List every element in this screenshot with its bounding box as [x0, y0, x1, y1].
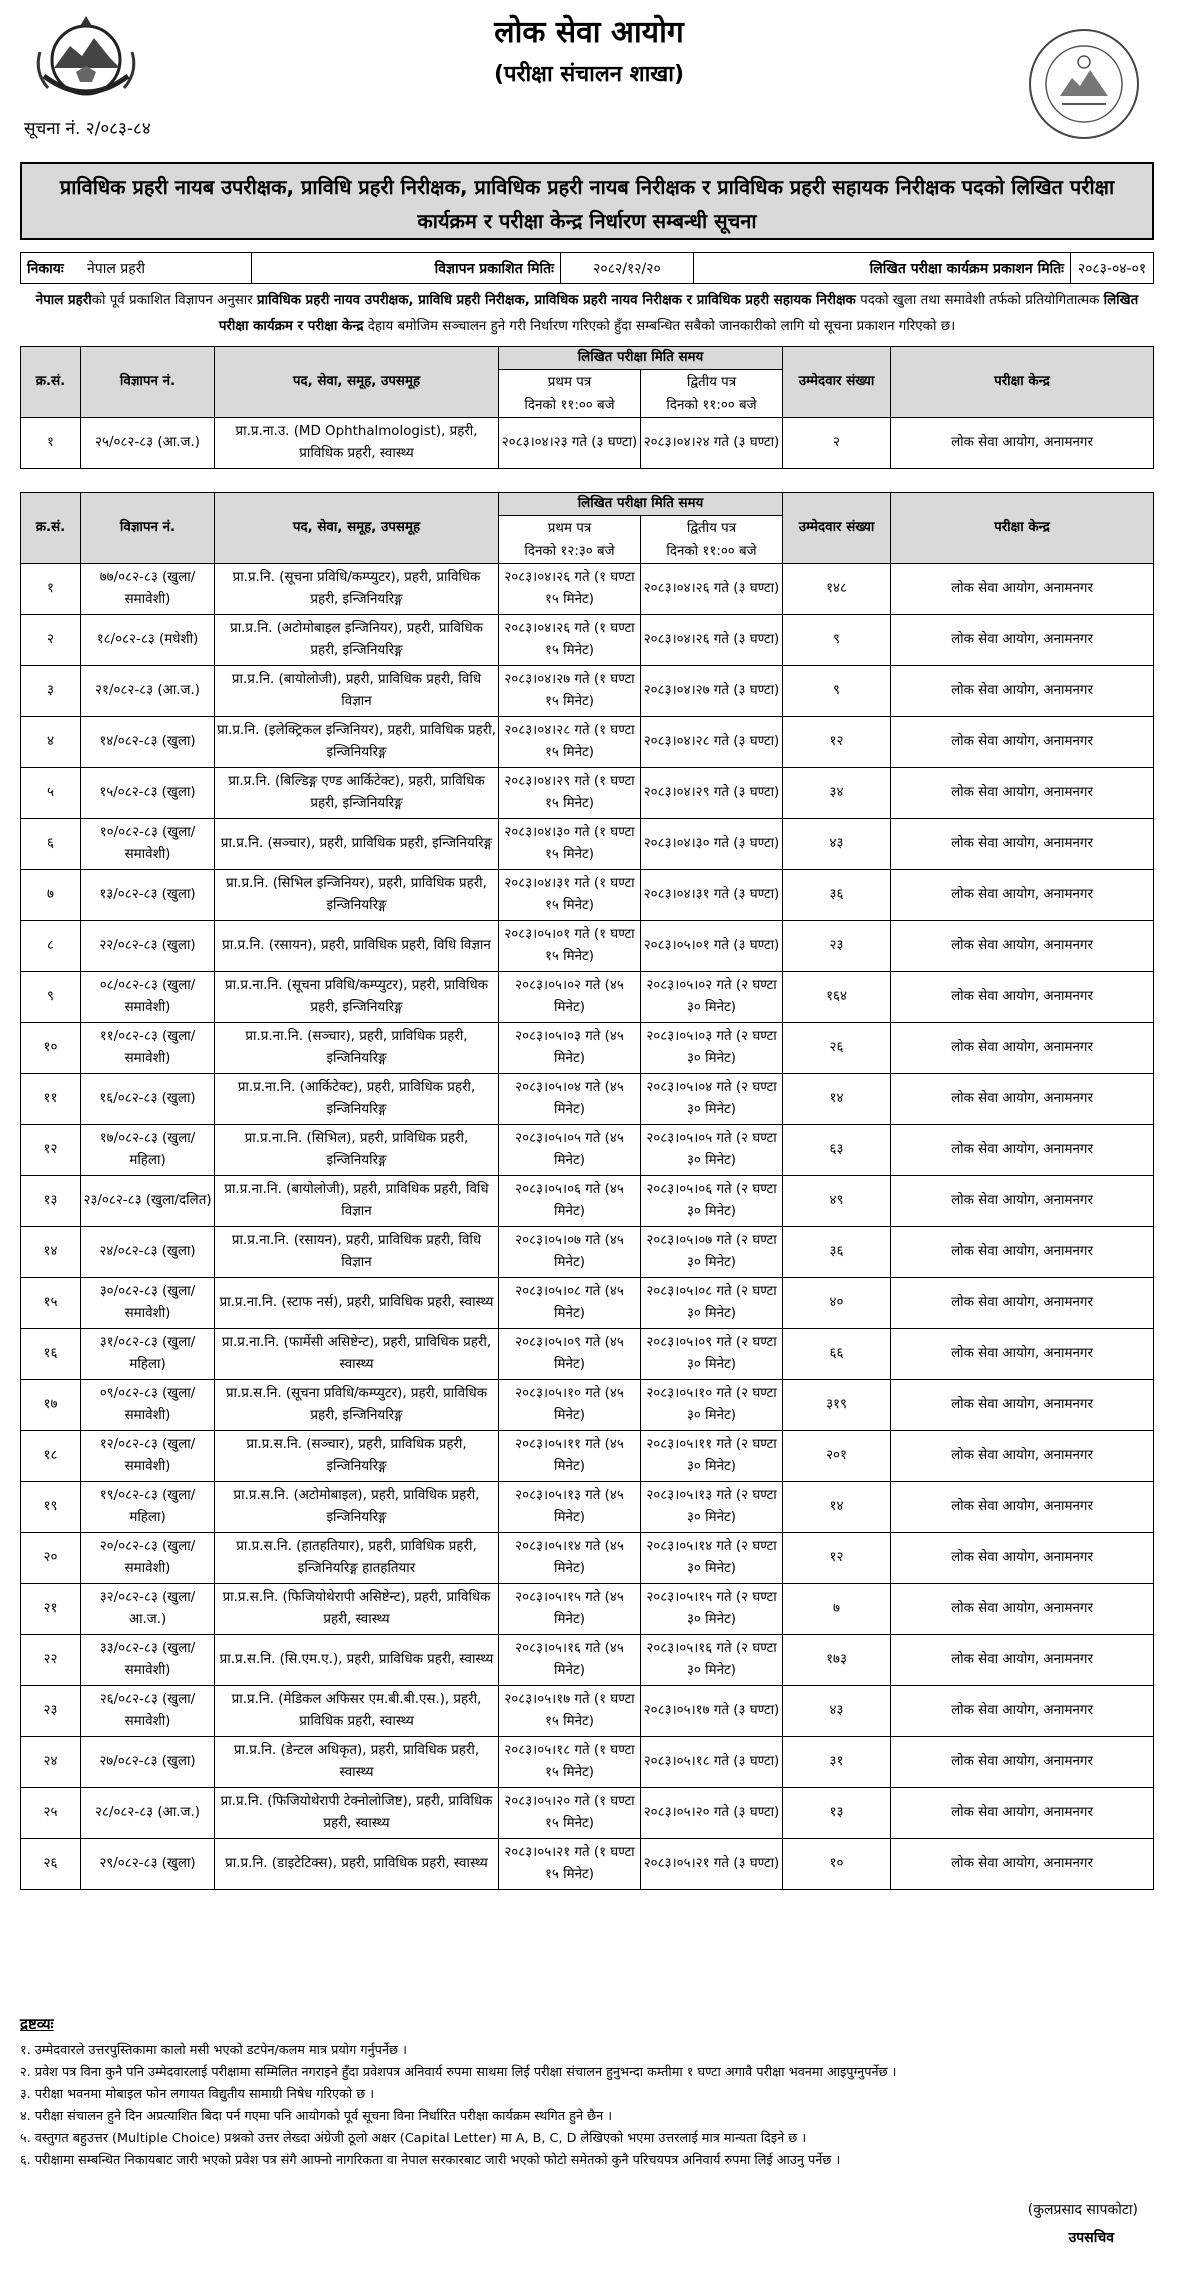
cell-sn: २४ [21, 1737, 81, 1788]
cell-paper2: २०८३।०५।१६ गते (२ घण्टा ३० मिनेट) [641, 1635, 783, 1686]
cell-post: प्रा.प्र.ना.नि. (सञ्चार), प्रहरी, प्राविधिक प्रहरी, इन्जिनियरिङ्ग [215, 1023, 499, 1074]
cell-post: प्रा.प्र.नि. (फिजियोथेरापी टेक्नोलोजिष्ट), प्रहरी, प्राविधिक प्रहरी, स्वास्थ्य [215, 1788, 499, 1839]
table-row [21, 1176, 1154, 1227]
cell-sn: २१ [21, 1584, 81, 1635]
table-row [21, 717, 1154, 768]
table-row [21, 1278, 1154, 1329]
cell-sn: १ [21, 418, 81, 469]
note-item: ६. परीक्षामा सम्बन्धित निकायबाट जारी भएको प्रवेश पत्र संगै आफ्नो नागरिकता वा नेपाल सरकारबाट जारी भएको फोटो समेतको कुनै परिचयपत्र अनिवार्य रुपमा लिई आउनु पर्नेछ । [20, 2153, 841, 2168]
cell-post: प्रा.प्र.स.नि. (फिजियोथेरापी असिष्टेन्ट), प्रहरी, प्राविधिक प्रहरी, स्वास्थ्य [215, 1584, 499, 1635]
cell-paper1: २०८३।०५।०९ गते (४५ मिनेट) [499, 1329, 641, 1380]
intro-text-2: पदको खुला तथा समावेशी तर्फको प्रतियोगितात्मक [855, 293, 1104, 308]
cell-sn: २ [21, 615, 81, 666]
cell-paper2: २०८३।०५।०४ गते (२ घण्टा ३० मिनेट) [641, 1074, 783, 1125]
schedule-table-1 [20, 346, 1154, 469]
cell-post: प्रा.प्र.ना.नि. (सिभिल), प्रहरी, प्राविधिक प्रहरी, इन्जिनियरिङ्ग [215, 1125, 499, 1176]
cell-paper1: २०८३।०५।१३ गते (४५ मिनेट) [499, 1482, 641, 1533]
cell-paper2: २०८३।०५।२१ गते (३ घण्टा) [641, 1839, 783, 1890]
cell-post: प्रा.प्र.नि. (सञ्चार), प्रहरी, प्राविधिक प्रहरी, इन्जिनियरिङ्ग [215, 819, 499, 870]
cell-post: प्रा.प्र.ना.नि. (स्टाफ नर्स), प्रहरी, प्राविधिक प्रहरी, स्वास्थ्य [215, 1278, 499, 1329]
table-row [21, 1074, 1154, 1125]
col-paper2: द्वितीय पत्र [641, 370, 783, 395]
cell-count: २ [783, 418, 891, 469]
table-row [21, 1686, 1154, 1737]
cell-centre: लोक सेवा आयोग, अनामनगर [891, 1431, 1154, 1482]
cell-paper2: २०८३।०४।२७ गते (३ घण्टा) [641, 666, 783, 717]
cell-adv: ३१/०८२-८३ (खुला/महिला) [81, 1329, 215, 1380]
cell-count: ३६ [783, 1227, 891, 1278]
cell-count: ६६ [783, 1329, 891, 1380]
intro-text-3: देहाय बमोजिम सञ्चालन हुने गरी निर्धारण गरिएको हुँदा सम्बन्धित सबैको जानकारीको लागि यो सूचना प्रकाशन गरिएको छ। [363, 319, 956, 334]
cell-paper1: २०८३।०५।१६ गते (४५ मिनेट) [499, 1635, 641, 1686]
cell-count: ३१ [783, 1737, 891, 1788]
cell-paper2: २०८३।०५।११ गते (२ घण्टा ३० मिनेट) [641, 1431, 783, 1482]
cell-count: ४३ [783, 1686, 891, 1737]
cell-paper1: २०८३।०४।२६ गते (१ घण्टा १५ मिनेट) [499, 615, 641, 666]
col-count: उम्मेदवार संख्या [783, 347, 891, 418]
table-row [21, 1227, 1154, 1278]
cell-count: १४ [783, 1074, 891, 1125]
cell-adv: १८/०८२-८३ (मधेशी) [81, 615, 215, 666]
cell-paper2: २०८३।०४।२६ गते (३ घण्टा) [641, 615, 783, 666]
cell-sn: १८ [21, 1431, 81, 1482]
cell-paper2: २०८३।०५।१० गते (२ घण्टा ३० मिनेट) [641, 1380, 783, 1431]
cell-paper2: २०८३।०४।२६ गते (३ घण्टा) [641, 564, 783, 615]
cell-adv: ३२/०८२-८३ (खुला/आ.ज.) [81, 1584, 215, 1635]
cell-paper1: २०८३।०५।०६ गते (४५ मिनेट) [499, 1176, 641, 1227]
col-time2: दिनको ११:०० बजे [641, 541, 783, 564]
cell-adv: १६/०८२-८३ (खुला) [81, 1074, 215, 1125]
cell-post: प्रा.प्र.नि. (अटोमोबाइल इन्जिनियर), प्रहरी, प्राविधिक प्रहरी, इन्जिनियरिङ्ग [215, 615, 499, 666]
cell-centre: लोक सेवा आयोग, अनामनगर [891, 1023, 1154, 1074]
cell-adv: ३३/०८२-८३ (खुला/समावेशी) [81, 1635, 215, 1686]
cell-paper1: २०८३।०४।२८ गते (१ घण्टा १५ मिनेट) [499, 717, 641, 768]
cell-count: २६ [783, 1023, 891, 1074]
cell-sn: २० [21, 1533, 81, 1584]
cell-paper2: २०८३।०५।०९ गते (२ घण्टा ३० मिनेट) [641, 1329, 783, 1380]
cell-centre: लोक सेवा आयोग, अनामनगर [891, 972, 1154, 1023]
cell-paper1: २०८३।०५।०३ गते (४५ मिनेट) [499, 1023, 641, 1074]
table-row [21, 666, 1154, 717]
cell-post: प्रा.प्र.नि. (बायोलोजी), प्रहरी, प्राविधिक प्रहरी, विधि विज्ञान [215, 666, 499, 717]
cell-adv: २०/०८२-८३ (खुला/समावेशी) [81, 1533, 215, 1584]
col-time1: दिनको १२:३० बजे [499, 541, 641, 564]
cell-adv: ११/०८२-८३ (खुला/समावेशी) [81, 1023, 215, 1074]
cell-paper1: २०८३।०४।३१ गते (१ घण्टा १५ मिनेट) [499, 870, 641, 921]
cell-centre: लोक सेवा आयोग, अनामनगर [891, 1839, 1154, 1890]
cell-count: १६४ [783, 972, 891, 1023]
cell-centre: लोक सेवा आयोग, अनामनगर [891, 666, 1154, 717]
col-adv: विज्ञापन नं. [81, 347, 215, 418]
cell-post: प्रा.प्र.नि. (सूचना प्रविधि/कम्प्युटर), प्रहरी, प्राविधिक प्रहरी, इन्जिनियरिङ्ग [215, 564, 499, 615]
cell-paper1: २०८३।०५।०१ गते (१ घण्टा १५ मिनेट) [499, 921, 641, 972]
cell-paper2: २०८३।०४।२८ गते (३ घण्टा) [641, 717, 783, 768]
col-paper1: प्रथम पत्र [499, 516, 641, 541]
cell-centre: लोक सेवा आयोग, अनामनगर [891, 717, 1154, 768]
schedule-table-2 [20, 492, 1154, 1890]
cell-post: प्रा.प्र.ना.नि. (सूचना प्रविधि/कम्प्युटर), प्रहरी, प्राविधिक प्रहरी, इन्जिनियरिङ्ग [215, 972, 499, 1023]
intro-bold-1: नेपाल प्रहरी [35, 293, 92, 308]
note-item: २. प्रवेश पत्र विना कुनै पनि उम्मेदवारलाई परीक्षामा सम्मिलित नगराइने हुँदा प्रवेशपत्र अनिवार्य रुपमा साथमा लिई परीक्षा संचालन हुनुभन्दा कम्तीमा १ घण्टा अगावै परीक्षा भवनमा आइपुग्नुपर्नेछ । [20, 2065, 897, 2080]
signatory-title: उपसचिव [1068, 2230, 1114, 2246]
cell-paper2: २०८३।०५।०५ गते (२ घण्टा ३० मिनेट) [641, 1125, 783, 1176]
cell-count: १७३ [783, 1635, 891, 1686]
cell-paper2: २०८३।०४।३१ गते (३ घण्टा) [641, 870, 783, 921]
table-row [21, 1329, 1154, 1380]
cell-adv: १४/०८२-८३ (खुला) [81, 717, 215, 768]
table-row [21, 1023, 1154, 1074]
cell-adv: २१/०८२-८३ (आ.ज.) [81, 666, 215, 717]
cell-adv: २७/०८२-८३ (खुला) [81, 1737, 215, 1788]
col-paper1: प्रथम पत्र [499, 370, 641, 395]
cell-post: प्रा.प्र.स.नि. (सि.एम.ए.), प्रहरी, प्राविधिक प्रहरी, स्वास्थ्य [215, 1635, 499, 1686]
table-row [21, 972, 1154, 1023]
col-time2: दिनको ११:०० बजे [641, 395, 783, 418]
cell-paper1: २०८३।०४।२६ गते (१ घण्टा १५ मिनेट) [499, 564, 641, 615]
cell-paper2: २०८३।०५।१३ गते (२ घण्टा ३० मिनेट) [641, 1482, 783, 1533]
cell-paper2: २०८३।०५।१७ गते (३ घण्टा) [641, 1686, 783, 1737]
cell-paper2: २०८३।०५।०६ गते (२ घण्टा ३० मिनेट) [641, 1176, 783, 1227]
cell-paper2: २०८३।०४।२४ गते (३ घण्टा) [641, 418, 783, 469]
cell-count: १४ [783, 1482, 891, 1533]
cell-sn: ३ [21, 666, 81, 717]
cell-adv: २९/०८२-८३ (खुला) [81, 1839, 215, 1890]
col-adv: विज्ञापन नं. [81, 493, 215, 564]
cell-adv: १७/०८२-८३ (खुला/महिला) [81, 1125, 215, 1176]
cell-paper2: २०८३।०४।३० गते (३ घण्टा) [641, 819, 783, 870]
cell-paper2: २०८३।०५।२० गते (३ घण्टा) [641, 1788, 783, 1839]
cell-sn: १४ [21, 1227, 81, 1278]
cell-paper1: २०८३।०५।२१ गते (१ घण्टा १५ मिनेट) [499, 1839, 641, 1890]
intro-paragraph [20, 288, 1154, 340]
cell-centre: लोक सेवा आयोग, अनामनगर [891, 1584, 1154, 1635]
cell-paper1: २०८३।०४।२९ गते (१ घण्टा १५ मिनेट) [499, 768, 641, 819]
cell-sn: २५ [21, 1788, 81, 1839]
cell-adv: २५/०८२-८३ (आ.ज.) [81, 418, 215, 469]
table-row [21, 1431, 1154, 1482]
cell-count: ९ [783, 615, 891, 666]
cell-centre: लोक सेवा आयोग, अनामनगर [891, 1125, 1154, 1176]
cell-post: प्रा.प्र.ना.नि. (बायोलोजी), प्रहरी, प्राविधिक प्रहरी, विधि विज्ञान [215, 1176, 499, 1227]
cell-post: प्रा.प्र.नि. (मेडिकल अफिसर एम.बी.बी.एस.), प्रहरी, प्राविधिक प्रहरी, स्वास्थ्य [215, 1686, 499, 1737]
cell-paper2: २०८३।०५।०२ गते (२ घण्टा ३० मिनेट) [641, 972, 783, 1023]
table-row [21, 1635, 1154, 1686]
cell-paper2: २०८३।०५।१५ गते (२ घण्टा ३० मिनेट) [641, 1584, 783, 1635]
cell-centre: लोक सेवा आयोग, अनामनगर [891, 615, 1154, 666]
cell-centre: लोक सेवा आयोग, अनामनगर [891, 1482, 1154, 1533]
cell-sn: १० [21, 1023, 81, 1074]
cell-post: प्रा.प्र.ना.नि. (फार्मेसी असिष्टेन्ट), प्रहरी, प्राविधिक प्रहरी, स्वास्थ्य [215, 1329, 499, 1380]
cell-post: प्रा.प्र.ना.नि. (आर्किटेक्ट), प्रहरी, प्राविधिक प्रहरी, इन्जिनियरिङ्ग [215, 1074, 499, 1125]
table-row [21, 819, 1154, 870]
pub-date-value: २०८३-०४-०१ [1071, 253, 1154, 284]
col-centre: परीक्षा केन्द्र [891, 347, 1154, 418]
cell-paper1: २०८३।०५।०२ गते (४५ मिनेट) [499, 972, 641, 1023]
ad-date-label: विज्ञापन प्रकाशित मितिः [252, 253, 561, 284]
ad-date-value: २०८२/१२/२० [561, 253, 694, 284]
cell-sn: ५ [21, 768, 81, 819]
cell-post: प्रा.प्र.नि. (रसायन), प्रहरी, प्राविधिक प्रहरी, विधि विज्ञान [215, 921, 499, 972]
table-row [21, 1482, 1154, 1533]
cell-sn: ७ [21, 870, 81, 921]
cell-paper1: २०८३।०५।२० गते (१ घण्टा १५ मिनेट) [499, 1788, 641, 1839]
cell-adv: २८/०८२-८३ (आ.ज.) [81, 1788, 215, 1839]
cell-paper1: २०८३।०५।०५ गते (४५ मिनेट) [499, 1125, 641, 1176]
cell-count: ४३ [783, 819, 891, 870]
cell-centre: लोक सेवा आयोग, अनामनगर [891, 1227, 1154, 1278]
cell-sn: २२ [21, 1635, 81, 1686]
cell-count: २३ [783, 921, 891, 972]
cell-count: ३१९ [783, 1380, 891, 1431]
cell-count: १२ [783, 717, 891, 768]
organization-title: लोक सेवा आयोग [494, 15, 684, 50]
cell-post: प्रा.प्र.नि. (इलेक्ट्रिकल इन्जिनियर), प्रहरी, प्राविधिक प्रहरी, इन्जिनियरिङ्ग [215, 717, 499, 768]
cell-adv: ०८/०८२-८३ (खुला/समावेशी) [81, 972, 215, 1023]
cell-post: प्रा.प्र.नि. (डाइटेटिक्स), प्रहरी, प्राविधिक प्रहरी, स्वास्थ्य [215, 1839, 499, 1890]
intro-bold-3: लिखित परीक्षा कार्यक्रम र परीक्षा केन्द्र [218, 293, 1139, 334]
col-time1: दिनको ११:०० बजे [499, 395, 641, 418]
cell-centre: लोक सेवा आयोग, अनामनगर [891, 1788, 1154, 1839]
col-sn: क्र.सं. [21, 493, 81, 564]
cell-adv: १५/०८२-८३ (खुला) [81, 768, 215, 819]
cell-centre: लोक सेवा आयोग, अनामनगर [891, 1278, 1154, 1329]
table-row [21, 1584, 1154, 1635]
cell-paper1: २०८३।०५।०७ गते (४५ मिनेट) [499, 1227, 641, 1278]
cell-sn: २६ [21, 1839, 81, 1890]
cell-paper1: २०८३।०५।१० गते (४५ मिनेट) [499, 1380, 641, 1431]
cell-centre: लोक सेवा आयोग, अनामनगर [891, 768, 1154, 819]
cell-sn: १५ [21, 1278, 81, 1329]
cell-count: १२ [783, 1533, 891, 1584]
cell-adv: २३/०८२-८३ (खुला/दलित) [81, 1176, 215, 1227]
cell-sn: १ [21, 564, 81, 615]
cell-paper2: २०८३।०५।१४ गते (२ घण्टा ३० मिनेट) [641, 1533, 783, 1584]
table-row [21, 564, 1154, 615]
cell-post: प्रा.प्र.स.नि. (सञ्चार), प्रहरी, प्राविधिक प्रहरी, इन्जिनियरिङ्ग [215, 1431, 499, 1482]
cell-count: १० [783, 1839, 891, 1890]
cell-paper2: २०८३।०५।०१ गते (३ घण्टा) [641, 921, 783, 972]
cell-post: प्रा.प्र.ना.नि. (रसायन), प्रहरी, प्राविधिक प्रहरी, विधि विज्ञान [215, 1227, 499, 1278]
table-row [21, 1839, 1154, 1890]
cell-centre: लोक सेवा आयोग, अनामनगर [891, 1635, 1154, 1686]
cell-adv: ७७/०८२-८३ (खुला/समावेशी) [81, 564, 215, 615]
cell-centre: लोक सेवा आयोग, अनामनगर [891, 1737, 1154, 1788]
cell-post: प्रा.प्र.नि. (सिभिल इन्जिनियर), प्रहरी, प्राविधिक प्रहरी, इन्जिनियरिङ्ग [215, 870, 499, 921]
table-row [21, 1533, 1154, 1584]
cell-count: ७ [783, 1584, 891, 1635]
col-sn: क्र.सं. [21, 347, 81, 418]
col-centre: परीक्षा केन्द्र [891, 493, 1154, 564]
cell-adv: १९/०८२-८३ (खुला/महिला) [81, 1482, 215, 1533]
cell-post: प्रा.प्र.स.नि. (अटोमोबाइल), प्रहरी, प्राविधिक प्रहरी, इन्जिनियरिङ्ग [215, 1482, 499, 1533]
col-written: लिखित परीक्षा मिति समय [499, 493, 783, 516]
cell-centre: लोक सेवा आयोग, अनामनगर [891, 418, 1154, 469]
cell-adv: २२/०८२-८३ (खुला) [81, 921, 215, 972]
cell-sn: ११ [21, 1074, 81, 1125]
col-post: पद, सेवा, समूह, उपसमूह [215, 493, 499, 564]
cell-paper1: २०८३।०५।०८ गते (४५ मिनेट) [499, 1278, 641, 1329]
cell-paper1: २०८३।०५।१४ गते (४५ मिनेट) [499, 1533, 641, 1584]
table-row [21, 768, 1154, 819]
table-row [21, 870, 1154, 921]
cell-paper1: २०८३।०४।३० गते (१ घण्टा १५ मिनेट) [499, 819, 641, 870]
cell-adv: १०/०८२-८३ (खुला/समावेशी) [81, 819, 215, 870]
table-row [21, 1788, 1154, 1839]
note-item: १. उम्मेदवारले उत्तरपुस्तिकामा कालो मसी भएको डटपेन/कलम मात्र प्रयोग गर्नुपर्नेछ । [20, 2043, 407, 2058]
agency-label: निकायः [21, 253, 82, 284]
cell-sn: १२ [21, 1125, 81, 1176]
cell-sn: १७ [21, 1380, 81, 1431]
col-post: पद, सेवा, समूह, उपसमूह [215, 347, 499, 418]
table-row [21, 418, 1154, 469]
cell-centre: लोक सेवा आयोग, अनामनगर [891, 564, 1154, 615]
cell-paper1: २०८३।०५।१७ गते (१ घण्टा १५ मिनेट) [499, 1686, 641, 1737]
cell-count: ३४ [783, 768, 891, 819]
cell-adv: ०९/०८२-८३ (खुला/समावेशी) [81, 1380, 215, 1431]
intro-bold-2: प्राविधिक प्रहरी नायव उपरीक्षक, प्राविधि प्रहरी निरीक्षक, प्राविधिक प्रहरी नायव निरीक्षक र प्राविधिक प्रहरी सहायक निरीक्षक [257, 293, 856, 308]
cell-centre: लोक सेवा आयोग, अनामनगर [891, 1533, 1154, 1584]
cell-paper1: २०८३।०५।०४ गते (४५ मिनेट) [499, 1074, 641, 1125]
cell-sn: २३ [21, 1686, 81, 1737]
cell-centre: लोक सेवा आयोग, अनामनगर [891, 1329, 1154, 1380]
cell-count: ६३ [783, 1125, 891, 1176]
cell-count: १३ [783, 1788, 891, 1839]
cell-adv: ३०/०८२-८३ (खुला/समावेशी) [81, 1278, 215, 1329]
table-row [21, 1380, 1154, 1431]
organization-subtitle: (परीक्षा संचालन शाखा) [493, 62, 685, 87]
cell-paper1: २०८३।०५।१५ गते (४५ मिनेट) [499, 1584, 641, 1635]
cell-count: ४९ [783, 1176, 891, 1227]
cell-paper2: २०८३।०५।०७ गते (२ घण्टा ३० मिनेट) [641, 1227, 783, 1278]
cell-count: ३६ [783, 870, 891, 921]
pub-date-label: लिखित परीक्षा कार्यक्रम प्रकाशन मितिः [694, 253, 1071, 284]
cell-paper1: २०८३।०५।११ गते (४५ मिनेट) [499, 1431, 641, 1482]
cell-adv: १३/०८२-८३ (खुला) [81, 870, 215, 921]
note-item: ५. वस्तुगत बहुउत्तर (Multiple Choice) प्रश्नको उत्तर लेख्दा अंग्रेजी ठूलो अक्षर (Capital Letter) मा A, B, C, D लेखिएको भएमा उत्तरलाई मात्र मान्यता दिइने छ । [20, 2131, 807, 2146]
col-written: लिखित परीक्षा मिति समय [499, 347, 783, 370]
cell-centre: लोक सेवा आयोग, अनामनगर [891, 1176, 1154, 1227]
notice-subject: प्राविधिक प्रहरी नायब उपरीक्षक, प्राविधि प्रहरी निरीक्षक, प्राविधिक प्रहरी नायब निरीक्षक र प्राविधिक प्रहरी सहायक निरीक्षक पदको लिखित परीक्षा कार्यक्रम र परीक्षा केन्द्र निर्धारण सम्बन्धी सूचना [20, 162, 1154, 240]
cell-sn: १९ [21, 1482, 81, 1533]
note-item: ३. परीक्षा भवनमा मोबाइल फोन लगायत विद्युतीय सामाग्री निषेध गरिएको छ । [20, 2087, 375, 2102]
table-row [21, 615, 1154, 666]
cell-paper1: २०८३।०५।१८ गते (१ घण्टा १५ मिनेट) [499, 1737, 641, 1788]
cell-sn: १६ [21, 1329, 81, 1380]
cell-count: ९ [783, 666, 891, 717]
signatory-name: (कुलप्रसाद सापकोटा) [1027, 2202, 1138, 2218]
cell-count: २०१ [783, 1431, 891, 1482]
cell-adv: २६/०८२-८३ (खुला/समावेशी) [81, 1686, 215, 1737]
cell-adv: २४/०८२-८३ (खुला) [81, 1227, 215, 1278]
cell-sn: ९ [21, 972, 81, 1023]
psc-seal-icon [1026, 26, 1142, 142]
cell-post: प्रा.प्र.स.नि. (हातहतियार), प्रहरी, प्राविधिक प्रहरी, इन्जिनियरिङ्ग हातहतियार [215, 1533, 499, 1584]
cell-sn: ६ [21, 819, 81, 870]
cell-paper1: २०८३।०४।२३ गते (३ घण्टा) [499, 418, 641, 469]
notice-number: सूचना नं. २/०८३-८४ [24, 119, 151, 139]
cell-paper2: २०८३।०५।०८ गते (२ घण्टा ३० मिनेट) [641, 1278, 783, 1329]
cell-count: ४० [783, 1278, 891, 1329]
cell-centre: लोक सेवा आयोग, अनामनगर [891, 1686, 1154, 1737]
cell-paper2: २०८३।०५।०३ गते (२ घण्टा ३० मिनेट) [641, 1023, 783, 1074]
cell-sn: ८ [21, 921, 81, 972]
cell-centre: लोक सेवा आयोग, अनामनगर [891, 819, 1154, 870]
cell-adv: १२/०८२-८३ (खुला/समावेशी) [81, 1431, 215, 1482]
notes-heading: द्रष्टव्यः [20, 2015, 54, 2033]
cell-sn: १३ [21, 1176, 81, 1227]
cell-centre: लोक सेवा आयोग, अनामनगर [891, 921, 1154, 972]
cell-post: प्रा.प्र.नि. (डेन्टल अधिकृत), प्रहरी, प्राविधिक प्रहरी, स्वास्थ्य [215, 1737, 499, 1788]
note-item: ४. परीक्षा संचालन हुने दिन अप्रत्याशित बिदा पर्न गएमा पनि आयोगको पूर्व सूचना विना निर्धारित परीक्षा कार्यक्रम स्थगित हुने छैन । [20, 2109, 613, 2124]
intro-text-1: को पूर्व प्रकाशित विज्ञापन अनुसार [91, 293, 258, 308]
cell-sn: ४ [21, 717, 81, 768]
cell-post: प्रा.प्र.नि. (बिल्डिङ्ग एण्ड आर्किटेक्ट), प्रहरी, प्राविधिक प्रहरी, इन्जिनियरिङ्ग [215, 768, 499, 819]
table-row [21, 921, 1154, 972]
cell-post: प्रा.प्र.ना.उ. (MD Ophthalmologist), प्रहरी, प्राविधिक प्रहरी, स्वास्थ्य [215, 418, 499, 469]
table-row [21, 1737, 1154, 1788]
notes-list [20, 2040, 1154, 2172]
cell-centre: लोक सेवा आयोग, अनामनगर [891, 870, 1154, 921]
agency-value: नेपाल प्रहरी [81, 253, 252, 284]
cell-post: प्रा.प्र.स.नि. (सूचना प्रविधि/कम्प्युटर), प्रहरी, प्राविधिक प्रहरी, इन्जिनियरिङ्ग [215, 1380, 499, 1431]
col-paper2: द्वितीय पत्र [641, 516, 783, 541]
publication-info [20, 252, 1154, 284]
cell-centre: लोक सेवा आयोग, अनामनगर [891, 1380, 1154, 1431]
cell-paper2: २०८३।०४।२९ गते (३ घण्टा) [641, 768, 783, 819]
col-count: उम्मेदवार संख्या [783, 493, 891, 564]
cell-centre: लोक सेवा आयोग, अनामनगर [891, 1074, 1154, 1125]
cell-count: १४८ [783, 564, 891, 615]
cell-paper2: २०८३।०५।१८ गते (३ घण्टा) [641, 1737, 783, 1788]
table-row [21, 1125, 1154, 1176]
cell-paper1: २०८३।०४।२७ गते (१ घण्टा १५ मिनेट) [499, 666, 641, 717]
